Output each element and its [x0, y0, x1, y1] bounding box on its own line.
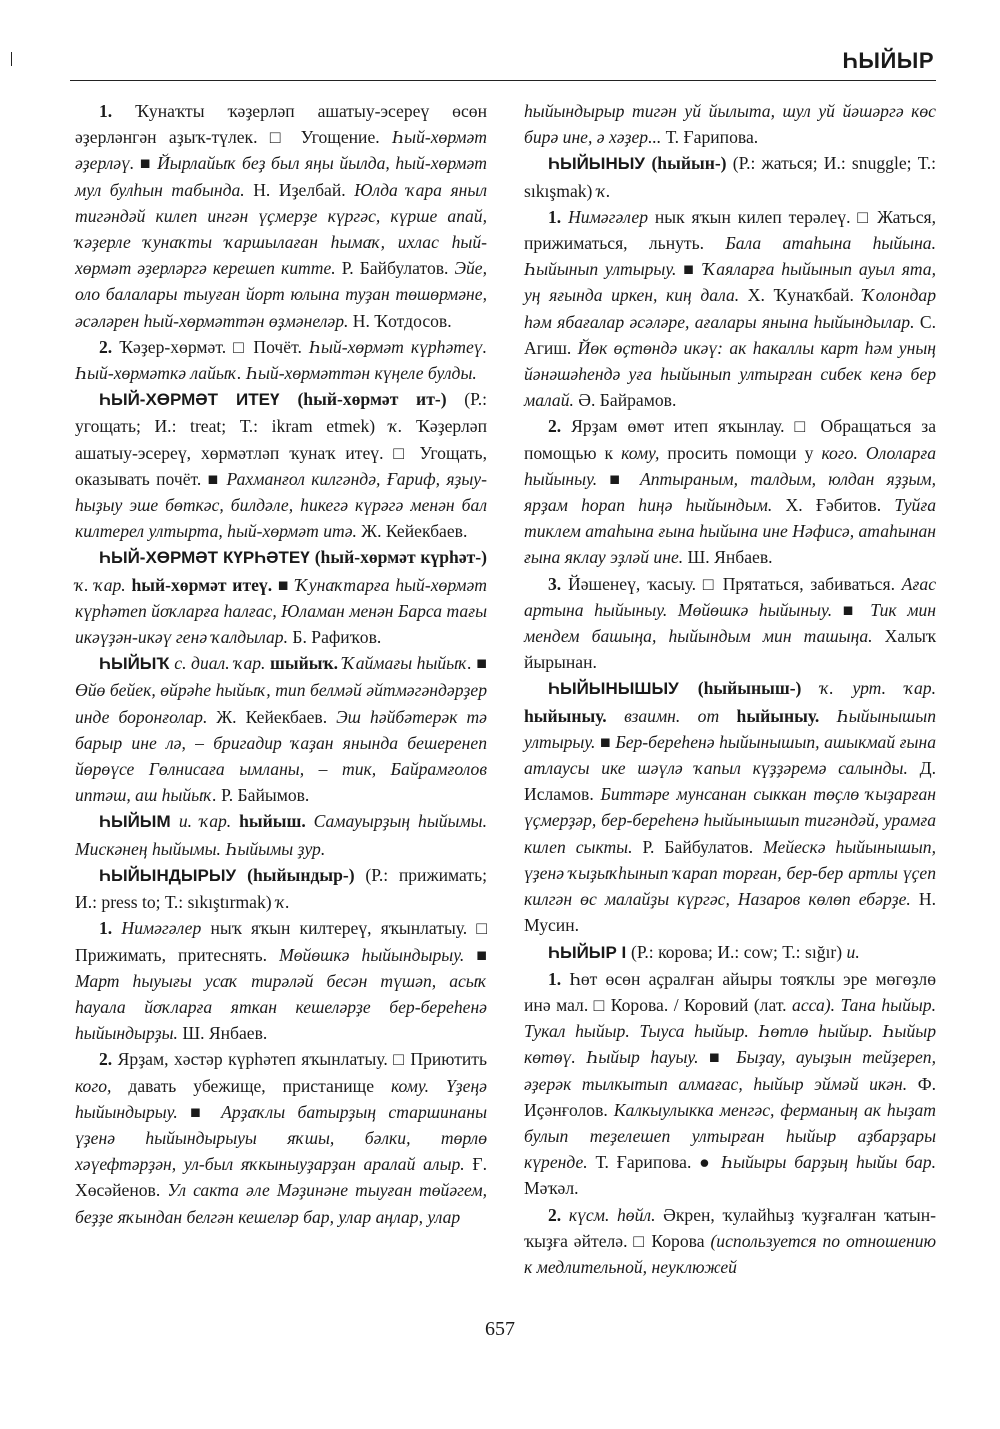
- headword: ҺЫЙЫМ: [99, 812, 179, 832]
- body-text: Х. Ҡунаҡбай.: [739, 285, 863, 306]
- italic-text: Һыйынышып ултырыу.: [524, 705, 937, 752]
- italic-text: Аптыраным, талдым, юлдан яҙҙым, ярҙам һорап һиңә һыйындым.: [524, 468, 936, 516]
- body-text: Б. Рафиҡов.: [287, 627, 382, 648]
- italic-text: с. диал. ҡар.: [174, 653, 266, 674]
- italic-text: Ул сакта әле Мәҙинәне тыуған төйәгем, беҙҙе яҡындан белгән кешеләр бар, улар аңлар, улар: [75, 1180, 487, 1227]
- italic-text: Һый-хөрмәт әҙерләү.: [75, 127, 487, 174]
- bold-term: 2.: [548, 1204, 569, 1225]
- bold-term: (һый-хөрмәт күрһәт-): [314, 547, 487, 568]
- italic-text: взаимн. от: [624, 705, 720, 726]
- running-head: ҺЫЙЫР: [842, 48, 934, 73]
- body-text: [719, 706, 736, 726]
- bold-term: 1.: [99, 101, 136, 121]
- italic-text: кого.: [821, 442, 858, 463]
- body-text: ■: [177, 1101, 222, 1122]
- body-text: [607, 706, 624, 726]
- body-text: ■: [272, 574, 296, 595]
- entry-paragraph: [524, 675, 936, 938]
- italic-text: Тана һыйыр. Тукал һыйыр. Тыуса һыйыр. Һөтлө һыйыр. Һыйыр көтөү. Һыйыр һауыу.: [524, 994, 936, 1068]
- body-text: Әкрен, ҡулайһыҙ ҡуҙғалған ҡатын-ҡыҙға әйтелә. □ Корова: [524, 1204, 937, 1251]
- italic-text: Туйға тиклем атаһына ғына һыйына ине Нәфисә, атаһынан ғына яклау эҙләй ине.: [524, 495, 936, 568]
- italic-text: Ҡолондар һәм ябағалар әсәләре, ағалары янына һыйындылар.: [524, 285, 936, 332]
- body-text: ■: [676, 259, 704, 280]
- headword: ҺЫЙЫНЫШЫУ: [548, 679, 698, 699]
- bold-term: һыйыныу.: [736, 705, 820, 726]
- entry-paragraph: [524, 98, 936, 150]
- margin-mark: [11, 52, 12, 66]
- body-text: Йәшенеү, ҡасыу. □ Прятаться, забиваться.: [568, 573, 902, 594]
- body-text: (Р.: жаться; И.: snuggle; Т.: sıkışmak): [524, 153, 936, 201]
- italic-text: Эш һәйбәтерәк тә барыр ине лә, – бригадир ҡаҙан янында бешеренеп йөрөүсе Гөлнисаға ымланы, – тик, Байрамғолов иптәш, аш һыйыҡ.: [75, 706, 487, 806]
- body-text: ■: [134, 153, 158, 174]
- body-text: Ш. Янбаев.: [683, 547, 773, 568]
- bold-term: 1.: [548, 968, 570, 989]
- entry-paragraph: [524, 413, 936, 570]
- body-text: Ҡунаҡты ҡәҙерләп ашатыу-эсереү өсөн әҙерләнгән аҙыҡ-түлек. □ Угощение.: [75, 101, 487, 148]
- italic-text: асса).: [792, 994, 836, 1015]
- body-text: Н. Ҡотдосов.: [348, 310, 452, 331]
- body-text: [429, 1076, 446, 1096]
- headword: ҺЫЙЫҠ: [99, 654, 175, 674]
- body-text: Н. Мусин.: [524, 889, 936, 936]
- body-text: ныҡ яҡын килтереү, яҡынлатыу. □ Прижимать, притеснять.: [75, 918, 487, 965]
- italic-text: Мейескә һыйынышып, үҙенә ҡыҙыҡһынып ҡарап торған, бер-бер артлы үҫеп килгән өс малайҙы күргәс, Назаров көлөп ебәрҙе.: [524, 836, 937, 910]
- italic-text: ҡ.: [388, 416, 403, 437]
- body-text: Р. Байымов.: [216, 785, 310, 806]
- body-text: [819, 706, 836, 726]
- italic-text: Биттәре мунсанан сыккан төҫлө ҡыҙарған үҫмерҙәр, бер-береһенә һыйынышып тигәндәй, урамға килеп сыкты.: [524, 784, 937, 857]
- entry-paragraph: [75, 650, 487, 808]
- bold-term: 2.: [99, 1049, 118, 1070]
- italic-text: Быҙау, ауыҙын тейҙереп, әҙерәк тылкытып алмағас, һыйыр эймәй икән.: [524, 1047, 936, 1094]
- body-text: [801, 678, 820, 698]
- italic-text: Өйө бейек, өйрәһе һыйыҡ, тип белмәй әйтмәгәндәрҙер инде боронғолар.: [75, 680, 487, 727]
- entry-paragraph: [75, 544, 487, 650]
- bold-term: (һыйындыр-): [247, 864, 355, 885]
- headword: ҺЫЙЫНДЫРЫУ: [99, 865, 248, 885]
- italic-text: (используется по отношению к медлительной, неуклюжей: [524, 1230, 936, 1277]
- bold-term: 1.: [548, 206, 569, 227]
- italic-text: Ҡаймағы һыйыҡ.: [342, 653, 472, 674]
- body-text: давать убежище, пристанище: [111, 1075, 391, 1096]
- body-text: Халыҡ йырынан.: [524, 626, 936, 673]
- italic-text: Һый-хөрмәт күрһәтеү. Һый-хөрмәткә лайыҡ. Һый-хөрмәттән күңеле булды.: [75, 336, 487, 384]
- body-text: (Р.: корова; И.: cow; Т.: sığır): [630, 941, 847, 962]
- body-text: Ж. Кейекбаев.: [207, 706, 337, 727]
- italic-text: Калкыулыкка менгәс, ферманың ак һыҙат булып теҙелешеп ултырған һыйыр аҙбарҙары күренде.: [524, 1099, 937, 1173]
- body-text: Р. Байбулатов.: [632, 836, 764, 857]
- italic-text: ҡ.: [596, 180, 611, 201]
- bold-term: һыйыш.: [239, 811, 306, 832]
- entry-paragraph: [75, 915, 487, 1046]
- body-text: [858, 443, 866, 463]
- bold-term: 3.: [548, 573, 569, 594]
- italic-text: Нимәгәлер: [121, 918, 202, 939]
- bold-term: 2.: [548, 416, 572, 437]
- italic-text: кому,: [621, 442, 660, 463]
- body-text: ■: [832, 599, 871, 620]
- body-text: Р. Байбулатов.: [335, 258, 455, 279]
- body-text: просить помощи у: [659, 442, 822, 463]
- bold-term: (һыйыныш-): [697, 678, 802, 699]
- italic-text: Үҙеңә һыйындырыу.: [75, 1075, 487, 1122]
- body-text: нык яҡын килеп терәлеү. □ Жаться, прижиматься, льнуть.: [524, 206, 937, 254]
- body-text: С. Агиш.: [524, 311, 936, 358]
- italic-text: Мөйөшкә һыйындырыу.: [279, 944, 465, 965]
- body-text: [306, 811, 314, 831]
- body-text: ■: [464, 944, 488, 965]
- italic-text: Һыйыры барҙың һыйы бар.: [720, 1152, 937, 1173]
- entry-paragraph: [75, 1046, 487, 1229]
- body-text: ■: [595, 731, 616, 752]
- body-text: (Р.: угощать; И.: treat; Т.: ikram etmek): [75, 389, 487, 437]
- italic-text: Ҡунаҡтарға һый-хөрмәт күрһәтеп йоҡларға һалғас, Юламан менән Барса тағы икәүҙән-икәү генә ҡалдылар.: [75, 574, 487, 648]
- body-text: ■: [597, 468, 641, 489]
- body-text: Ярҙам өмөт итеп яҡынлау. □ Обращаться за помощью к: [524, 416, 937, 463]
- italic-text: Бала атаһына һыйына. Һыйынып ултырыу.: [524, 233, 936, 280]
- italic-text: Самауырҙың һыйымы. Мискәнең һыйымы. Һыйымы ҙур.: [75, 811, 487, 859]
- bold-term: 1.: [99, 918, 122, 939]
- body-text: Ғ. Хөсәйенов.: [75, 1154, 487, 1201]
- entry-paragraph: [524, 939, 936, 966]
- entry-paragraph: [524, 150, 936, 203]
- italic-text: Юлда ҡара яныл тигәндәй килеп ингән үҫмерҙе күргәс, күрше апай, ҡәҙерле ҡунаҡты ҡаршылаған һымаҡ, ихлас һый-хөрмәт әҙерләргә керешеп китте.: [75, 179, 487, 279]
- entry-paragraph: [524, 571, 936, 676]
- italic-text: Ағас артына һыйыныу. Мөйөшкә һыйыныу.: [524, 573, 936, 620]
- bold-term: 2.: [99, 336, 120, 357]
- entry-paragraph: [75, 808, 487, 861]
- italic-text: Тик мин мендем башыңа, һыйындым мин ташыңа.: [524, 599, 936, 647]
- body-text: Ярҙам, хәстәр күрһәтеп яҡынлатыу. □ Приютить: [117, 1049, 488, 1070]
- entry-paragraph: [75, 98, 487, 334]
- headword: ҺЫЙЫР І: [548, 942, 631, 962]
- body-text: Х. Ғәбитов.: [772, 495, 895, 516]
- body-text: Һөт өсөн аҫралған айыры тояҡлы эре мөгөҙлө инә мал. □ Корова. / Коровий (лат.: [524, 968, 936, 1015]
- left-column: [75, 98, 487, 1230]
- body-text: [231, 811, 239, 831]
- bold-term: (һый-хөрмәт ит-): [297, 389, 447, 410]
- italic-text: Ҡаяларға һыйынып ауыл ята, уң яғында иркен, киң дала.: [524, 259, 936, 306]
- body-text: Н. Иҙелбай.: [244, 179, 355, 200]
- headword: ҺЫЙ-ХӨРМӘТ ИТЕҮ: [99, 390, 298, 410]
- entry-paragraph: [75, 386, 487, 544]
- italic-text: ҡ. ҡар.: [75, 574, 126, 595]
- italic-text: Йөк өҫтөндә икәү: ак һакаллы карт һәм уның йәнәшәһендә уға һыйынып ултырған сибек кенә бер малай.: [524, 337, 936, 411]
- body-text: Д. Исламов.: [524, 758, 936, 805]
- entry-paragraph: [75, 334, 487, 386]
- body-text: Мәҡәл.: [524, 1178, 579, 1199]
- body-text: Ә. Байрамов.: [573, 390, 677, 411]
- entry-paragraph: [524, 1202, 936, 1281]
- right-column: [524, 98, 936, 1280]
- bold-term: һый-хөрмәт итеү.: [131, 574, 273, 595]
- page-number: 657: [485, 1318, 515, 1340]
- entry-paragraph: [75, 862, 487, 915]
- italic-text: кого,: [75, 1075, 112, 1096]
- bold-term: (һыйын-): [651, 153, 727, 174]
- italic-text: ҡ. урт. ҡар.: [820, 678, 936, 699]
- italic-text: и. ҡар.: [178, 811, 232, 832]
- body-text: Ҡәҙерләп ашатыу-эсереү, хөрмәтләп ҡунаҡ итеү. □ Угощать, оказывать почёт. ■: [75, 416, 487, 489]
- entry-paragraph: [524, 966, 936, 1202]
- italic-text: Ололарға һыйыныу.: [524, 442, 937, 489]
- italic-text: Йырлайыҡ беҙ был яңы йылда, һый-хөрмәт мул булһын табында.: [75, 153, 487, 200]
- body-text: ■: [698, 1047, 737, 1068]
- italic-text: Рахманғол килгәндә, Ғариф, яҙыу-һыҙыу эше бөткәс, билдәле, һикегә күрәгә менән бал килтерел ултырта, һый-хөрмәт итә.: [75, 468, 487, 542]
- italic-text: Март һыуығы усаҡ тирәләй бесән түшәп, асыҡ һауала йоҡларға яткан кешеләрҙе бер-береһенә һыйындырҙы.: [75, 970, 487, 1044]
- header-rule: [70, 80, 936, 81]
- headword: ҺЫЙ-ХӨРМӘТ КҮРҺӘТЕҮ: [99, 548, 315, 568]
- italic-text: Нимәгәлер: [568, 206, 648, 227]
- body-text: (Р.: прижимать; И.: press to; Т.: sıkıştırmak): [75, 864, 488, 913]
- italic-text: Эйе, оло балалары тыуған йорт юлына туҙан төшөрмәне, әсәләрен һый-хөрмәттән өҙмәнеләр.: [75, 258, 488, 331]
- body-text: Ҡәҙер-хөрмәт. □ Почёт.: [119, 336, 309, 357]
- italic-text: Арҙаҡлы батырҙың старшинаны үҙенә һыйындырыуы яҡшы, бәлки, төрлө хәүефтәрҙән, ул-был яҡкыныуҙарҙан аралай алыр.: [75, 1101, 487, 1175]
- italic-text: кому.: [391, 1075, 430, 1096]
- body-text: ■: [471, 653, 487, 674]
- body-text: Т. Ғарипова. ●: [587, 1152, 721, 1173]
- bold-term: шыйыҡ.: [270, 653, 338, 674]
- italic-text: Бер-береһенә һыйынышып, ашыкмай ғына атлаусы ике шәүлә ҡапыл күҙҙәремә салынды.: [524, 731, 936, 779]
- headword: ҺЫЙЫНЫУ: [548, 154, 652, 174]
- body-text: Ш. Янбаев.: [177, 1023, 268, 1044]
- body-text: Ф. Иҫәнғолов.: [524, 1073, 936, 1120]
- body-text: Ж. Кейекбаев.: [356, 521, 468, 542]
- bold-term: һыйыныу.: [524, 705, 607, 726]
- entry-paragraph: [524, 204, 936, 414]
- italic-text: һыйындырыр тигән уй йылыта, шул уй йәшәргә көс бирә ине, ә хәҙер...: [524, 101, 936, 148]
- italic-text: и.: [846, 941, 860, 962]
- italic-text: ҡ.: [276, 892, 290, 913]
- italic-text: күсм. һөйл.: [568, 1204, 656, 1225]
- body-text: Т. Ғарипова.: [661, 127, 759, 148]
